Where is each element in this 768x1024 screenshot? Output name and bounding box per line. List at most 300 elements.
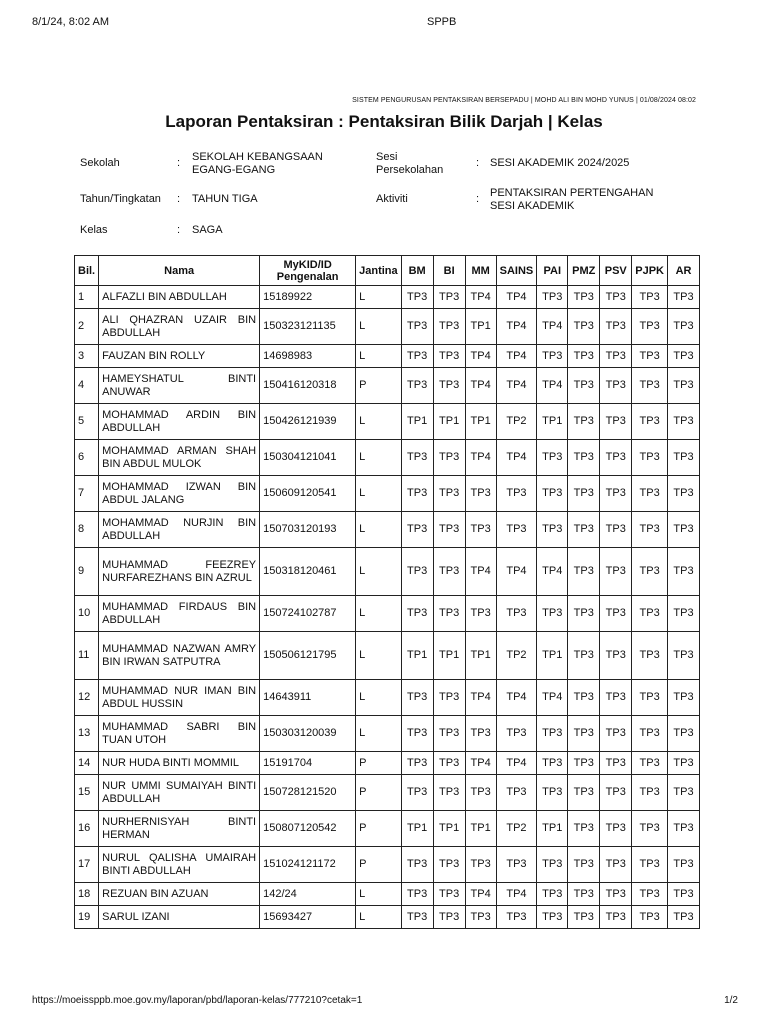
grade-cell: TP2 xyxy=(496,404,537,440)
gender-cell: P xyxy=(356,775,402,811)
id-cell: 15693427 xyxy=(260,906,356,929)
grade-cell: TP3 xyxy=(537,775,568,811)
grade-cell: TP4 xyxy=(465,548,496,596)
grade-cell: TP3 xyxy=(668,906,700,929)
grade-cell: TP3 xyxy=(568,775,600,811)
id-cell: 150506121795 xyxy=(260,632,356,680)
header-psv: PSV xyxy=(600,256,632,286)
grade-cell: TP1 xyxy=(433,404,465,440)
grade-cell: TP3 xyxy=(568,309,600,345)
header-pai: PAI xyxy=(537,256,568,286)
grade-cell: TP3 xyxy=(496,476,537,512)
grade-cell: TP3 xyxy=(568,847,600,883)
grade-cell: TP3 xyxy=(496,716,537,752)
id-cell: 15189922 xyxy=(260,286,356,309)
grade-cell: TP3 xyxy=(600,286,632,309)
grade-cell: TP4 xyxy=(465,680,496,716)
grade-cell: TP3 xyxy=(668,548,700,596)
table-row xyxy=(75,906,700,929)
grade-cell: TP3 xyxy=(433,883,465,906)
sesi-value: SESI AKADEMIK 2024/2025 xyxy=(490,157,630,169)
grade-cell: TP3 xyxy=(401,906,433,929)
grade-cell: TP3 xyxy=(600,404,632,440)
id-cell: 150416120318 xyxy=(260,368,356,404)
grade-cell: TP3 xyxy=(401,368,433,404)
id-cell: 150304121041 xyxy=(260,440,356,476)
table-row xyxy=(75,345,700,368)
sekolah-label: Sekolah xyxy=(80,157,120,169)
colon: : xyxy=(177,193,181,205)
header-ar: AR xyxy=(668,256,700,286)
grade-cell: TP3 xyxy=(668,476,700,512)
grade-cell: TP3 xyxy=(465,847,496,883)
grade-cell: TP3 xyxy=(668,775,700,811)
grade-cell: TP3 xyxy=(568,548,600,596)
grade-cell: TP3 xyxy=(568,632,600,680)
id-cell: 150609120541 xyxy=(260,476,356,512)
grade-cell: TP1 xyxy=(401,811,433,847)
grade-cell: TP3 xyxy=(632,286,668,309)
gender-cell: L xyxy=(356,680,402,716)
grade-cell: TP3 xyxy=(568,286,600,309)
table-header-row xyxy=(75,256,700,286)
id-cell: 15191704 xyxy=(260,752,356,775)
grade-cell: TP3 xyxy=(668,811,700,847)
table-row xyxy=(75,476,700,512)
name-cell: MOHAMMAD ARDIN BIN ABDULLAH xyxy=(99,404,260,440)
id-cell: 150703120193 xyxy=(260,512,356,548)
grade-cell: TP3 xyxy=(668,680,700,716)
aktiviti-value: PENTAKSIRAN PERTENGAHAN SESI AKADEMIK xyxy=(490,187,654,212)
tahun-label: Tahun/Tingkatan xyxy=(80,193,161,205)
table-row xyxy=(75,596,700,632)
grade-cell: TP3 xyxy=(600,906,632,929)
grade-cell: TP3 xyxy=(433,752,465,775)
name-cell: ALI QHAZRAN UZAIR BIN ABDULLAH xyxy=(99,309,260,345)
bil-cell: 15 xyxy=(75,775,99,811)
bil-cell: 4 xyxy=(75,368,99,404)
table-row xyxy=(75,775,700,811)
grade-cell: TP3 xyxy=(401,716,433,752)
grade-cell: TP3 xyxy=(632,680,668,716)
name-cell: MUHAMMAD FEEZREY NURFAREZHANS BIN AZRUL xyxy=(99,548,260,596)
grade-cell: TP4 xyxy=(465,752,496,775)
grade-cell: TP3 xyxy=(600,596,632,632)
grade-cell: TP3 xyxy=(600,632,632,680)
aktiviti-label: Aktiviti xyxy=(376,193,408,205)
id-cell: 150323121135 xyxy=(260,309,356,345)
grade-cell: TP2 xyxy=(496,811,537,847)
name-cell: ALFAZLI BIN ABDULLAH xyxy=(99,286,260,309)
grade-cell: TP1 xyxy=(433,632,465,680)
grade-cell: TP3 xyxy=(401,286,433,309)
grade-cell: TP4 xyxy=(496,883,537,906)
grade-cell: TP3 xyxy=(600,883,632,906)
grade-cell: TP4 xyxy=(465,883,496,906)
id-cell: 150728121520 xyxy=(260,775,356,811)
grade-cell: TP1 xyxy=(401,404,433,440)
grade-cell: TP3 xyxy=(632,548,668,596)
id-cell: 150426121939 xyxy=(260,404,356,440)
grade-cell: TP3 xyxy=(537,883,568,906)
id-cell: 150303120039 xyxy=(260,716,356,752)
grade-cell: TP1 xyxy=(465,404,496,440)
colon: : xyxy=(177,224,181,236)
gender-cell: L xyxy=(356,548,402,596)
grade-cell: TP1 xyxy=(537,404,568,440)
grade-cell: TP3 xyxy=(433,596,465,632)
grade-cell: TP3 xyxy=(632,404,668,440)
grade-cell: TP4 xyxy=(465,440,496,476)
grade-cell: TP3 xyxy=(537,345,568,368)
gender-cell: L xyxy=(356,309,402,345)
grade-cell: TP3 xyxy=(600,811,632,847)
name-cell: NUR UMMI SUMAIYAH BINTI ABDULLAH xyxy=(99,775,260,811)
grade-cell: TP3 xyxy=(600,440,632,476)
grade-cell: TP3 xyxy=(668,512,700,548)
grade-cell: TP3 xyxy=(568,476,600,512)
grade-cell: TP2 xyxy=(496,632,537,680)
grade-cell: TP3 xyxy=(668,883,700,906)
bil-cell: 16 xyxy=(75,811,99,847)
grade-cell: TP3 xyxy=(632,596,668,632)
grade-cell: TP3 xyxy=(668,632,700,680)
grade-cell: TP3 xyxy=(537,716,568,752)
bil-cell: 2 xyxy=(75,309,99,345)
grade-cell: TP3 xyxy=(433,680,465,716)
gender-cell: L xyxy=(356,716,402,752)
grade-cell: TP3 xyxy=(668,404,700,440)
name-cell: REZUAN BIN AZUAN xyxy=(99,883,260,906)
grade-cell: TP3 xyxy=(632,368,668,404)
bil-cell: 18 xyxy=(75,883,99,906)
bil-cell: 10 xyxy=(75,596,99,632)
grade-cell: TP3 xyxy=(496,775,537,811)
name-cell: MOHAMMAD NURJIN BIN ABDULLAH xyxy=(99,512,260,548)
grade-cell: TP3 xyxy=(433,512,465,548)
grade-cell: TP3 xyxy=(496,906,537,929)
table-row xyxy=(75,680,700,716)
gender-cell: P xyxy=(356,847,402,883)
grade-cell: TP3 xyxy=(465,775,496,811)
grade-cell: TP1 xyxy=(465,811,496,847)
id-cell: 142/24 xyxy=(260,883,356,906)
grade-cell: TP3 xyxy=(568,811,600,847)
gender-cell: L xyxy=(356,345,402,368)
table-row xyxy=(75,286,700,309)
bil-cell: 17 xyxy=(75,847,99,883)
grade-cell: TP3 xyxy=(600,752,632,775)
header-mm: MM xyxy=(465,256,496,286)
grade-cell: TP3 xyxy=(668,440,700,476)
grade-cell: TP3 xyxy=(632,512,668,548)
gender-cell: P xyxy=(356,752,402,775)
header-bil: Bil. xyxy=(75,256,99,286)
grade-cell: TP3 xyxy=(433,716,465,752)
grade-cell: TP3 xyxy=(433,368,465,404)
table-row xyxy=(75,309,700,345)
gender-cell: L xyxy=(356,286,402,309)
gender-cell: P xyxy=(356,368,402,404)
grade-cell: TP3 xyxy=(496,596,537,632)
grade-cell: TP3 xyxy=(465,596,496,632)
report-title: Laporan Pentaksiran : Pentaksiran Bilik Darjah | Kelas xyxy=(165,112,603,131)
grade-cell: TP3 xyxy=(401,440,433,476)
grade-cell: TP3 xyxy=(433,440,465,476)
table-row xyxy=(75,752,700,775)
grade-cell: TP3 xyxy=(668,286,700,309)
assessment-table xyxy=(74,255,700,929)
site-title: SPPB xyxy=(427,16,457,28)
grade-cell: TP4 xyxy=(496,368,537,404)
header-jantina: Jantina xyxy=(356,256,402,286)
grade-cell: TP3 xyxy=(632,716,668,752)
gender-cell: L xyxy=(356,906,402,929)
print-date: 8/1/24, 8:02 AM xyxy=(32,16,110,28)
system-line: SISTEM PENGURUSAN PENTAKSIRAN BERSEPADU | MOHD ALI BIN MOHD YUNUS | 01/08/2024 08:02 xyxy=(352,97,696,104)
grade-cell: TP3 xyxy=(668,716,700,752)
grade-cell: TP3 xyxy=(668,752,700,775)
table-row xyxy=(75,548,700,596)
name-cell: MOHAMMAD ARMAN SHAH BIN ABDUL MULOK xyxy=(99,440,260,476)
grade-cell: TP3 xyxy=(496,847,537,883)
bil-cell: 14 xyxy=(75,752,99,775)
table-row xyxy=(75,368,700,404)
grade-cell: TP4 xyxy=(496,752,537,775)
grade-cell: TP1 xyxy=(537,811,568,847)
bil-cell: 7 xyxy=(75,476,99,512)
grade-cell: TP3 xyxy=(600,309,632,345)
gender-cell: L xyxy=(356,632,402,680)
grade-cell: TP3 xyxy=(568,680,600,716)
name-cell: HAMEYSHATUL BINTI ANUWAR xyxy=(99,368,260,404)
id-cell: 151024121172 xyxy=(260,847,356,883)
header-sains: SAINS xyxy=(496,256,537,286)
grade-cell: TP3 xyxy=(401,847,433,883)
grade-cell: TP3 xyxy=(568,906,600,929)
gender-cell: L xyxy=(356,512,402,548)
bil-cell: 19 xyxy=(75,906,99,929)
table-row xyxy=(75,404,700,440)
id-cell: 14643911 xyxy=(260,680,356,716)
grade-cell: TP3 xyxy=(600,512,632,548)
grade-cell: TP1 xyxy=(465,632,496,680)
grade-cell: TP4 xyxy=(537,680,568,716)
header-pjpk: PJPK xyxy=(632,256,668,286)
grade-cell: TP3 xyxy=(537,476,568,512)
grade-cell: TP3 xyxy=(537,286,568,309)
grade-cell: TP3 xyxy=(496,512,537,548)
grade-cell: TP3 xyxy=(568,404,600,440)
grade-cell: TP3 xyxy=(568,752,600,775)
sesi-label: Sesi Persekolahan xyxy=(376,151,444,176)
grade-cell: TP3 xyxy=(600,345,632,368)
colon: : xyxy=(177,157,181,169)
grade-cell: TP3 xyxy=(568,368,600,404)
grade-cell: TP3 xyxy=(632,847,668,883)
grade-cell: TP3 xyxy=(433,847,465,883)
grade-cell: TP1 xyxy=(433,811,465,847)
grade-cell: TP3 xyxy=(568,716,600,752)
grade-cell: TP3 xyxy=(401,345,433,368)
grade-cell: TP3 xyxy=(433,309,465,345)
name-cell: MUHAMMAD SABRI BIN TUAN UTOH xyxy=(99,716,260,752)
header-bm: BM xyxy=(401,256,433,286)
name-cell: SARUL IZANI xyxy=(99,906,260,929)
grade-cell: TP3 xyxy=(401,775,433,811)
grade-cell: TP3 xyxy=(632,309,668,345)
name-cell: NUR HUDA BINTI MOMMIL xyxy=(99,752,260,775)
name-cell: FAUZAN BIN ROLLY xyxy=(99,345,260,368)
grade-cell: TP3 xyxy=(632,775,668,811)
grade-cell: TP3 xyxy=(668,368,700,404)
header-pmz: PMZ xyxy=(568,256,600,286)
gender-cell: L xyxy=(356,476,402,512)
grade-cell: TP3 xyxy=(433,906,465,929)
gender-cell: P xyxy=(356,811,402,847)
footer-url: https://moeissppb.moe.gov.my/laporan/pbd/laporan-kelas/777210?cetak=1 xyxy=(32,995,363,1006)
grade-cell: TP3 xyxy=(401,548,433,596)
grade-cell: TP3 xyxy=(600,368,632,404)
id-cell: 150724102787 xyxy=(260,596,356,632)
grade-cell: TP3 xyxy=(600,476,632,512)
header-id: MyKID/ID Pengenalan xyxy=(260,256,356,286)
grade-cell: TP3 xyxy=(537,512,568,548)
tahun-value: TAHUN TIGA xyxy=(192,193,258,205)
grade-cell: TP3 xyxy=(401,883,433,906)
grade-cell: TP3 xyxy=(568,512,600,548)
grade-cell: TP3 xyxy=(433,476,465,512)
grade-cell: TP4 xyxy=(496,440,537,476)
grade-cell: TP3 xyxy=(632,883,668,906)
grade-cell: TP4 xyxy=(496,548,537,596)
grade-cell: TP3 xyxy=(632,345,668,368)
colon: : xyxy=(476,193,480,205)
grade-cell: TP3 xyxy=(401,512,433,548)
header-bi: BI xyxy=(433,256,465,286)
bil-cell: 13 xyxy=(75,716,99,752)
grade-cell: TP3 xyxy=(465,716,496,752)
grade-cell: TP3 xyxy=(401,309,433,345)
grade-cell: TP3 xyxy=(537,440,568,476)
id-cell: 150318120461 xyxy=(260,548,356,596)
name-cell: NURHERNISYAH BINTI HERMAN xyxy=(99,811,260,847)
grade-cell: TP3 xyxy=(433,548,465,596)
grade-cell: TP1 xyxy=(401,632,433,680)
table-row xyxy=(75,512,700,548)
grade-cell: TP3 xyxy=(465,476,496,512)
name-cell: NURUL QALISHA UMAIRAH BINTI ABDULLAH xyxy=(99,847,260,883)
grade-cell: TP4 xyxy=(496,345,537,368)
grade-cell: TP3 xyxy=(632,752,668,775)
grade-cell: TP3 xyxy=(401,680,433,716)
page-number: 1/2 xyxy=(724,995,738,1006)
grade-cell: TP3 xyxy=(600,680,632,716)
grade-cell: TP3 xyxy=(537,752,568,775)
table-row xyxy=(75,716,700,752)
grade-cell: TP3 xyxy=(401,596,433,632)
table-row xyxy=(75,811,700,847)
grade-cell: TP4 xyxy=(465,345,496,368)
grade-cell: TP4 xyxy=(465,286,496,309)
grade-cell: TP3 xyxy=(537,906,568,929)
grade-cell: TP3 xyxy=(568,345,600,368)
sekolah-value: SEKOLAH KEBANGSAAN EGANG-EGANG xyxy=(192,151,323,176)
table-row xyxy=(75,632,700,680)
grade-cell: TP3 xyxy=(668,309,700,345)
table-row xyxy=(75,847,700,883)
grade-cell: TP4 xyxy=(496,680,537,716)
bil-cell: 1 xyxy=(75,286,99,309)
gender-cell: L xyxy=(356,440,402,476)
grade-cell: TP3 xyxy=(568,440,600,476)
name-cell: MUHAMMAD NUR IMAN BIN ABDUL HUSSIN xyxy=(99,680,260,716)
grade-cell: TP4 xyxy=(465,368,496,404)
grade-cell: TP3 xyxy=(433,775,465,811)
bil-cell: 5 xyxy=(75,404,99,440)
grade-cell: TP3 xyxy=(401,476,433,512)
name-cell: MUHAMMAD FIRDAUS BIN ABDULLAH xyxy=(99,596,260,632)
bil-cell: 6 xyxy=(75,440,99,476)
gender-cell: L xyxy=(356,404,402,440)
gender-cell: L xyxy=(356,596,402,632)
grade-cell: TP3 xyxy=(600,548,632,596)
grade-cell: TP3 xyxy=(433,286,465,309)
grade-cell: TP3 xyxy=(568,596,600,632)
grade-cell: TP3 xyxy=(632,440,668,476)
grade-cell: TP4 xyxy=(496,286,537,309)
id-cell: 14698983 xyxy=(260,345,356,368)
bil-cell: 11 xyxy=(75,632,99,680)
colon: : xyxy=(476,157,480,169)
grade-cell: TP1 xyxy=(465,309,496,345)
grade-cell: TP4 xyxy=(537,309,568,345)
name-cell: MUHAMMAD NAZWAN AMRY BIN IRWAN SATPUTRA xyxy=(99,632,260,680)
kelas-value: SAGA xyxy=(192,224,223,236)
grade-cell: TP3 xyxy=(668,596,700,632)
grade-cell: TP3 xyxy=(600,775,632,811)
gender-cell: L xyxy=(356,883,402,906)
grade-cell: TP3 xyxy=(632,811,668,847)
grade-cell: TP4 xyxy=(496,309,537,345)
grade-cell: TP3 xyxy=(433,345,465,368)
grade-cell: TP4 xyxy=(537,368,568,404)
grade-cell: TP3 xyxy=(568,883,600,906)
name-cell: MOHAMMAD IZWAN BIN ABDUL JALANG xyxy=(99,476,260,512)
grade-cell: TP3 xyxy=(465,512,496,548)
grade-cell: TP1 xyxy=(537,632,568,680)
grade-cell: TP4 xyxy=(537,548,568,596)
grade-cell: TP3 xyxy=(401,752,433,775)
grade-cell: TP3 xyxy=(600,847,632,883)
bil-cell: 12 xyxy=(75,680,99,716)
grade-cell: TP3 xyxy=(668,847,700,883)
grade-cell: TP3 xyxy=(537,847,568,883)
grade-cell: TP3 xyxy=(632,632,668,680)
bil-cell: 8 xyxy=(75,512,99,548)
bil-cell: 9 xyxy=(75,548,99,596)
grade-cell: TP3 xyxy=(668,345,700,368)
grade-cell: TP3 xyxy=(465,906,496,929)
kelas-label: Kelas xyxy=(80,224,108,236)
grade-cell: TP3 xyxy=(632,906,668,929)
id-cell: 150807120542 xyxy=(260,811,356,847)
bil-cell: 3 xyxy=(75,345,99,368)
grade-cell: TP3 xyxy=(600,716,632,752)
grade-cell: TP3 xyxy=(632,476,668,512)
table-row xyxy=(75,440,700,476)
table-row xyxy=(75,883,700,906)
